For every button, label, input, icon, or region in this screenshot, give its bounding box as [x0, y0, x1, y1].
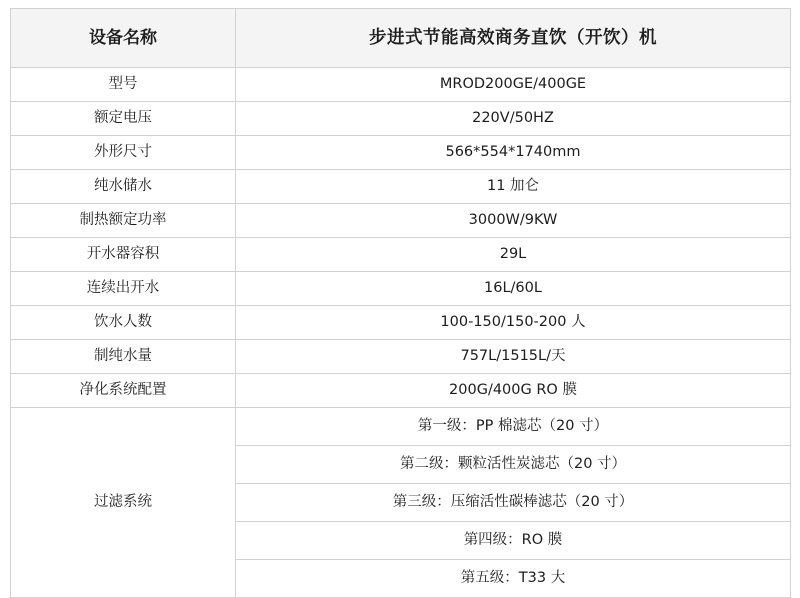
- filter-row: [11, 408, 791, 446]
- filter-system-label: 过滤系统: [11, 408, 236, 598]
- table-row: [11, 204, 791, 238]
- table-row: [11, 170, 791, 204]
- table-row: [11, 306, 791, 340]
- row-label: 外形尺寸: [11, 136, 236, 170]
- filter-stage-value: 第三级：压缩活性碳棒滤芯（20 寸）: [236, 484, 791, 522]
- filter-stage-value: 第四级：RO 膜: [236, 522, 791, 560]
- header-label-cell: 设备名称: [11, 9, 236, 68]
- row-label: 净化系统配置: [11, 374, 236, 408]
- row-label: 额定电压: [11, 102, 236, 136]
- table-header-row: [11, 9, 791, 68]
- row-value: 16L/60L: [236, 272, 791, 306]
- row-value: 3000W/9KW: [236, 204, 791, 238]
- table-row: [11, 238, 791, 272]
- table-row: [11, 102, 791, 136]
- row-value: 29L: [236, 238, 791, 272]
- row-label: 制纯水量: [11, 340, 236, 374]
- table-row: [11, 340, 791, 374]
- row-value: 200G/400G RO 膜: [236, 374, 791, 408]
- table-body: [11, 9, 791, 598]
- row-value: 100-150/150-200 人: [236, 306, 791, 340]
- row-value: 220V/50HZ: [236, 102, 791, 136]
- specification-table: [10, 8, 791, 598]
- table-row: [11, 68, 791, 102]
- row-value: 757L/1515L/天: [236, 340, 791, 374]
- row-label: 开水器容积: [11, 238, 236, 272]
- row-label: 型号: [11, 68, 236, 102]
- table-row: [11, 136, 791, 170]
- table-row: [11, 272, 791, 306]
- header-title-cell: 步进式节能高效商务直饮（开饮）机: [236, 9, 791, 68]
- filter-stage-value: 第一级：PP 棉滤芯（20 寸）: [236, 408, 791, 446]
- row-label: 连续出开水: [11, 272, 236, 306]
- filter-stage-value: 第二级：颗粒活性炭滤芯（20 寸）: [236, 446, 791, 484]
- row-label: 饮水人数: [11, 306, 236, 340]
- filter-stage-value: 第五级：T33 大: [236, 560, 791, 598]
- row-value: MROD200GE/400GE: [236, 68, 791, 102]
- row-label: 纯水储水: [11, 170, 236, 204]
- table-row: [11, 374, 791, 408]
- row-label: 制热额定功率: [11, 204, 236, 238]
- row-value: 566*554*1740mm: [236, 136, 791, 170]
- row-value: 11 加仑: [236, 170, 791, 204]
